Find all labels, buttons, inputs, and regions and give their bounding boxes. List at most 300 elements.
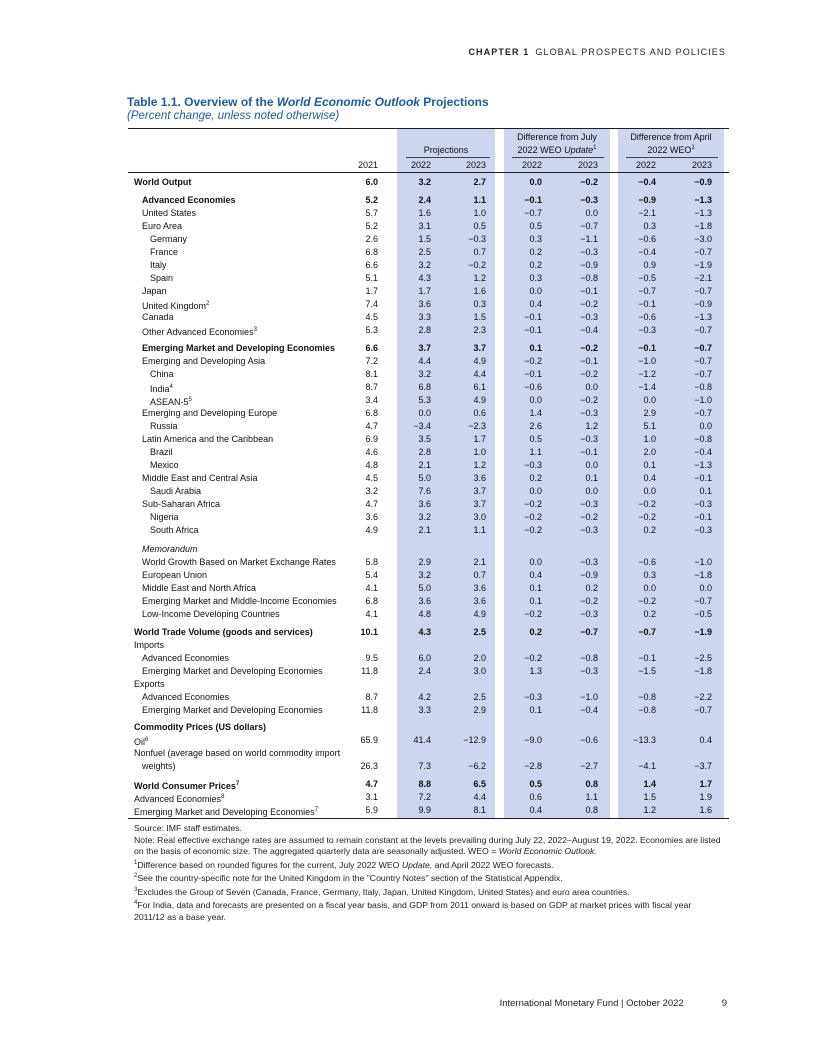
cell-value: −1.0 bbox=[638, 356, 656, 366]
cell-value: 0.3 bbox=[643, 221, 656, 231]
cell-value: 0.3 bbox=[529, 273, 542, 283]
general-note: Note: Real effective exchange rates are assumed to remain constant at the levels prevailing during July 22, 2022–August 19, 2022. Economies are listed on the basis of economic size. The aggregated quarterly data are seasonally adjusted. WEO = World Economic Outlook. bbox=[134, 834, 721, 857]
cell-value: 0.0 bbox=[699, 421, 712, 431]
cell-value: 8.1 bbox=[473, 805, 486, 815]
cell-value: −1.1 bbox=[580, 234, 598, 244]
cell-value: −0.3 bbox=[638, 325, 656, 335]
cell-value: 1.6 bbox=[473, 286, 486, 296]
cell-value: 1.2 bbox=[473, 460, 486, 470]
cell-value: 4.1 bbox=[365, 609, 378, 619]
row-label: Emerging and Developing Asia bbox=[142, 356, 266, 366]
cell-value: 3.4 bbox=[365, 395, 378, 405]
april-heading: Difference from April 2022 WEO$^1$ bbox=[630, 132, 712, 155]
cell-value: −0.9 bbox=[580, 260, 598, 270]
row-label: Advanced Economies$^8$ bbox=[134, 794, 225, 804]
row-label: Commodity Prices (US dollars) bbox=[134, 722, 267, 732]
cell-value: 3.6 bbox=[473, 473, 486, 483]
cell-value: −0.2 bbox=[468, 260, 486, 270]
cell-value: 11.8 bbox=[361, 666, 378, 676]
cell-value: 11.8 bbox=[361, 705, 378, 715]
cell-value: −2.2 bbox=[694, 692, 712, 702]
cell-value: 0.5 bbox=[529, 221, 542, 231]
cell-value: 6.8 bbox=[365, 247, 378, 257]
cell-value: −1.8 bbox=[694, 570, 712, 580]
table-row bbox=[0, 543, 816, 556]
cell-value: 4.3 bbox=[418, 627, 431, 637]
cell-value: −0.1 bbox=[524, 325, 542, 335]
cell-value: 3.6 bbox=[473, 583, 486, 593]
cell-value: 2.6 bbox=[365, 234, 378, 244]
cell-value: 1.3 bbox=[529, 666, 542, 676]
cell-value: −0.7 bbox=[694, 325, 712, 335]
cell-value: 0.6 bbox=[529, 792, 542, 802]
row-label: South Africa bbox=[150, 525, 199, 535]
cell-value: −1.5 bbox=[638, 666, 656, 676]
cell-value: −0.2 bbox=[524, 356, 542, 366]
table-row bbox=[0, 194, 816, 207]
row-label: Mexico bbox=[150, 460, 179, 470]
row-label: Italy bbox=[150, 260, 167, 270]
cell-value: 7.6 bbox=[418, 486, 431, 496]
running-header bbox=[468, 47, 726, 57]
cell-value: −0.2 bbox=[524, 512, 542, 522]
cell-value: 6.1 bbox=[473, 382, 486, 392]
table-row bbox=[0, 652, 816, 665]
cell-value: −0.7 bbox=[694, 286, 712, 296]
cell-value: 7.2 bbox=[365, 356, 378, 366]
cell-value: −0.7 bbox=[694, 247, 712, 257]
cell-value: 1.7 bbox=[699, 779, 712, 789]
top-rule bbox=[128, 128, 729, 129]
cell-value: 1.2 bbox=[585, 421, 598, 431]
cell-value: 1.6 bbox=[418, 208, 431, 218]
cell-value: 65.9 bbox=[360, 735, 378, 745]
year-heading: 2023 bbox=[465, 160, 486, 170]
cell-value: −0.3 bbox=[468, 234, 486, 244]
cell-value: −1.0 bbox=[694, 395, 712, 405]
cell-value: −0.2 bbox=[638, 499, 656, 509]
row-label: Japan bbox=[142, 286, 167, 296]
cell-value: 5.4 bbox=[365, 570, 378, 580]
row-label: World Trade Volume (goods and services) bbox=[134, 627, 313, 637]
cell-value: 2.9 bbox=[473, 705, 486, 715]
cell-value: 3.7 bbox=[473, 486, 486, 496]
cell-value: 0.5 bbox=[473, 221, 486, 231]
cell-value: 3.3 bbox=[418, 312, 431, 322]
row-label: Canada bbox=[142, 312, 174, 322]
table-row bbox=[0, 407, 816, 420]
cell-value: −0.7 bbox=[694, 705, 712, 715]
cell-value: −2.1 bbox=[638, 208, 656, 218]
cell-value: 8.1 bbox=[365, 369, 378, 379]
cell-value: −0.9 bbox=[580, 570, 598, 580]
cell-value: 4.9 bbox=[365, 525, 378, 535]
cell-value: 5.9 bbox=[365, 805, 378, 815]
table-row bbox=[0, 259, 816, 272]
cell-value: −1.3 bbox=[694, 312, 712, 322]
cell-value: 1.0 bbox=[473, 447, 486, 457]
row-label: United Kingdom$^2$ bbox=[142, 301, 210, 311]
cell-value: −0.2 bbox=[580, 512, 598, 522]
cell-value: 4.3 bbox=[418, 273, 431, 283]
cell-value: 1.6 bbox=[699, 805, 712, 815]
cell-value: 1.0 bbox=[473, 208, 486, 218]
cell-value: 0.1 bbox=[699, 486, 712, 496]
table-title: Table 1.1. Overview of the World Economic Outlook Projections bbox=[127, 95, 489, 109]
cell-value: 0.0 bbox=[529, 177, 542, 187]
cell-value: −0.7 bbox=[638, 286, 656, 296]
cell-value: −0.6 bbox=[524, 382, 542, 392]
projections-heading: Projections bbox=[423, 145, 469, 155]
cell-value: 6.6 bbox=[365, 343, 378, 353]
table-row bbox=[0, 355, 816, 368]
cell-value: −0.2 bbox=[524, 609, 542, 619]
table-row bbox=[0, 285, 816, 298]
cell-value: −2.8 bbox=[524, 761, 542, 771]
table-row bbox=[0, 626, 816, 639]
cell-value: −0.2 bbox=[638, 512, 656, 522]
cell-value: 0.0 bbox=[643, 583, 656, 593]
cell-value: 0.1 bbox=[529, 705, 542, 715]
row-label: Brazil bbox=[150, 447, 173, 457]
row-label: ASEAN-$5^5$ bbox=[150, 397, 192, 407]
cell-value: 2.6 bbox=[529, 421, 542, 431]
cell-value: −0.6 bbox=[638, 234, 656, 244]
cell-value: 2.4 bbox=[418, 666, 431, 676]
cell-value: 3.6 bbox=[365, 512, 378, 522]
table-row bbox=[0, 220, 816, 233]
cell-value: 2.0 bbox=[643, 447, 656, 457]
table-row bbox=[0, 556, 816, 569]
cell-value: −3.0 bbox=[694, 234, 712, 244]
cell-value: −0.1 bbox=[694, 473, 712, 483]
projections-underline bbox=[406, 157, 490, 158]
row-label: China bbox=[150, 369, 174, 379]
row-label: United States bbox=[142, 208, 197, 218]
header-rule bbox=[128, 172, 729, 173]
cell-value: −0.7 bbox=[638, 627, 656, 637]
cell-value: 0.4 bbox=[529, 299, 542, 309]
row-label: Emerging Market and Developing Economies bbox=[142, 343, 336, 353]
cell-value: −0.1 bbox=[638, 653, 656, 663]
year-heading: 2023 bbox=[691, 160, 712, 170]
source-note: Source: IMF staff estimates. bbox=[134, 823, 242, 833]
table-row bbox=[0, 804, 816, 817]
cell-value: −0.7 bbox=[694, 369, 712, 379]
cell-value: 0.7 bbox=[473, 570, 486, 580]
cell-value: −0.3 bbox=[580, 195, 598, 205]
cell-value: −0.2 bbox=[580, 177, 598, 187]
cell-value: 4.2 bbox=[418, 692, 431, 702]
cell-value: −3.7 bbox=[694, 761, 712, 771]
cell-value: 3.2 bbox=[365, 486, 378, 496]
cell-value: 0.4 bbox=[529, 805, 542, 815]
cell-value: 1.5 bbox=[643, 792, 656, 802]
cell-value: 0.2 bbox=[529, 627, 542, 637]
row-label: Imports bbox=[134, 640, 165, 650]
cell-value: −0.1 bbox=[638, 343, 656, 353]
table-row bbox=[0, 791, 816, 804]
cell-value: 3.2 bbox=[418, 512, 431, 522]
row-label: European Union bbox=[142, 570, 208, 580]
cell-value: −0.7 bbox=[694, 343, 712, 353]
cell-value: −0.3 bbox=[580, 247, 598, 257]
cell-value: −1.4 bbox=[638, 382, 656, 392]
cell-value: 0.4 bbox=[699, 735, 712, 745]
cell-value: −0.7 bbox=[694, 596, 712, 606]
cell-value: −0.2 bbox=[580, 596, 598, 606]
cell-value: 3.0 bbox=[473, 512, 486, 522]
footnote-1: $^1$Difference based on rounded figures for the current, July 2022 WEO Update, and April 2022 WEO forecasts. bbox=[134, 859, 554, 870]
year-heading: 2021 bbox=[357, 160, 378, 170]
cell-value: 3.7 bbox=[418, 343, 431, 353]
cell-value: −0.3 bbox=[580, 408, 598, 418]
cell-value: −0.2 bbox=[524, 653, 542, 663]
cell-value: 3.1 bbox=[418, 221, 431, 231]
table-row bbox=[0, 298, 816, 311]
row-label: World Output bbox=[134, 177, 192, 187]
cell-value: 0.0 bbox=[643, 395, 656, 405]
cell-value: 1.2 bbox=[643, 805, 656, 815]
cell-value: −0.6 bbox=[638, 557, 656, 567]
cell-value: −0.9 bbox=[694, 177, 712, 187]
cell-value: 0.2 bbox=[529, 247, 542, 257]
table-row bbox=[0, 368, 816, 381]
cell-value: 2.5 bbox=[418, 247, 431, 257]
table-row bbox=[0, 381, 816, 394]
cell-value: 4.9 bbox=[473, 609, 486, 619]
cell-value: −0.3 bbox=[694, 499, 712, 509]
cell-value: 0.1 bbox=[529, 583, 542, 593]
cell-value: 0.0 bbox=[699, 583, 712, 593]
table-row bbox=[0, 233, 816, 246]
page-number: 9 bbox=[721, 998, 727, 1009]
row-label: World Growth Based on Market Exchange Rates bbox=[142, 557, 336, 567]
row-label: Low-Income Developing Countries bbox=[142, 609, 280, 619]
cell-value: −0.7 bbox=[694, 408, 712, 418]
table-row bbox=[0, 747, 816, 760]
cell-value: −0.8 bbox=[694, 434, 712, 444]
cell-value: −2.5 bbox=[694, 653, 712, 663]
footnote-4: $^4$For India, data and forecasts are presented on a fiscal year basis, and GDP from 2011 onward is based on GDP at market prices with fiscal year 2011/12 as a base year. bbox=[134, 900, 692, 922]
cell-value: −0.9 bbox=[638, 195, 656, 205]
cell-value: 6.0 bbox=[365, 177, 378, 187]
cell-value: −0.3 bbox=[580, 499, 598, 509]
chapter-label: CHAPTER 1 bbox=[468, 47, 530, 57]
table-row bbox=[0, 734, 816, 747]
year-heading: 2022 bbox=[635, 160, 656, 170]
cell-value: 8.8 bbox=[418, 779, 431, 789]
cell-value: 1.2 bbox=[473, 273, 486, 283]
row-label: Middle East and Central Asia bbox=[142, 473, 258, 483]
cell-value: 9.5 bbox=[365, 653, 378, 663]
cell-value: −0.9 bbox=[694, 299, 712, 309]
page-footer bbox=[500, 998, 727, 1009]
cell-value: −0.2 bbox=[580, 299, 598, 309]
cell-value: 1.1 bbox=[585, 792, 598, 802]
cell-value: 4.8 bbox=[418, 609, 431, 619]
cell-value: 0.0 bbox=[585, 460, 598, 470]
cell-value: 4.6 bbox=[365, 447, 378, 457]
cell-value: −1.8 bbox=[694, 666, 712, 676]
cell-value: −0.8 bbox=[638, 692, 656, 702]
row-label: Latin America and the Caribbean bbox=[142, 434, 274, 444]
cell-value: 0.0 bbox=[418, 408, 431, 418]
cell-value: 7.4 bbox=[365, 299, 378, 309]
cell-value: 5.2 bbox=[365, 221, 378, 231]
cell-value: 5.8 bbox=[365, 557, 378, 567]
cell-value: 2.5 bbox=[473, 692, 486, 702]
cell-value: −0.4 bbox=[638, 177, 656, 187]
table-row bbox=[0, 582, 816, 595]
cell-value: −0.3 bbox=[694, 525, 712, 535]
row-label: Oil$^6$ bbox=[134, 737, 149, 747]
cell-value: −1.9 bbox=[694, 627, 712, 637]
cell-value: 2.4 bbox=[418, 195, 431, 205]
cell-value: 6.9 bbox=[365, 434, 378, 444]
cell-value: −0.8 bbox=[638, 705, 656, 715]
cell-value: 5.0 bbox=[418, 473, 431, 483]
table-row bbox=[0, 485, 816, 498]
row-label: Euro Area bbox=[142, 221, 183, 231]
cell-value: 7.3 bbox=[418, 761, 431, 771]
cell-value: −0.3 bbox=[580, 525, 598, 535]
row-label: Russia bbox=[150, 421, 178, 431]
cell-value: 9.9 bbox=[418, 805, 431, 815]
cell-value: 3.2 bbox=[418, 369, 431, 379]
cell-value: −0.3 bbox=[580, 312, 598, 322]
cell-value: 0.0 bbox=[529, 395, 542, 405]
cell-value: 0.1 bbox=[529, 343, 542, 353]
row-label: Emerging Market and Developing Economies bbox=[142, 666, 323, 676]
cell-value: 3.0 bbox=[473, 666, 486, 676]
cell-value: −0.1 bbox=[580, 356, 598, 366]
table-row bbox=[0, 704, 816, 717]
cell-value: 3.5 bbox=[418, 434, 431, 444]
year-heading: 2022 bbox=[521, 160, 542, 170]
table-row bbox=[0, 420, 816, 433]
cell-value: 6.8 bbox=[365, 596, 378, 606]
table-subtitle: (Percent change, unless noted otherwise) bbox=[127, 110, 340, 122]
cell-value: 1.1 bbox=[473, 525, 486, 535]
cell-value: 0.0 bbox=[643, 486, 656, 496]
cell-value: −4.1 bbox=[638, 761, 656, 771]
cell-value: −0.7 bbox=[694, 356, 712, 366]
cell-value: 6.0 bbox=[418, 653, 431, 663]
cell-value: −1.3 bbox=[694, 208, 712, 218]
cell-value: −0.1 bbox=[580, 447, 598, 457]
cell-value: −0.2 bbox=[524, 525, 542, 535]
cell-value: 0.0 bbox=[529, 286, 542, 296]
cell-value: 4.7 bbox=[365, 779, 378, 789]
cell-value: 6.5 bbox=[473, 779, 486, 789]
table-row bbox=[0, 678, 816, 691]
cell-value: 2.8 bbox=[418, 325, 431, 335]
table-row bbox=[0, 511, 816, 524]
cell-value: −0.3 bbox=[580, 557, 598, 567]
cell-value: 1.1 bbox=[529, 447, 542, 457]
cell-value: −12.9 bbox=[463, 735, 486, 745]
cell-value: 8.7 bbox=[365, 382, 378, 392]
cell-value: −0.3 bbox=[580, 434, 598, 444]
cell-value: 3.2 bbox=[418, 260, 431, 270]
row-label: Spain bbox=[150, 273, 174, 283]
cell-value: 0.2 bbox=[585, 583, 598, 593]
cell-value: −2.3 bbox=[468, 421, 486, 431]
cell-value: −1.9 bbox=[694, 260, 712, 270]
table-row bbox=[0, 691, 816, 704]
cell-value: 0.9 bbox=[643, 260, 656, 270]
cell-value: −0.5 bbox=[638, 273, 656, 283]
cell-value: 0.2 bbox=[529, 260, 542, 270]
cell-value: 0.1 bbox=[529, 596, 542, 606]
table-row bbox=[0, 207, 816, 220]
table-row bbox=[0, 324, 816, 337]
cell-value: −1.3 bbox=[694, 460, 712, 470]
cell-value: 0.7 bbox=[473, 247, 486, 257]
cell-value: 0.2 bbox=[643, 525, 656, 535]
cell-value: 5.1 bbox=[365, 273, 378, 283]
cell-value: 0.4 bbox=[529, 570, 542, 580]
cell-value: −0.2 bbox=[524, 499, 542, 509]
table-row bbox=[0, 272, 816, 285]
cell-value: −2.1 bbox=[694, 273, 712, 283]
cell-value: −0.8 bbox=[580, 653, 598, 663]
cell-value: −1.0 bbox=[694, 557, 712, 567]
cell-value: 3.2 bbox=[418, 570, 431, 580]
cell-value: 5.3 bbox=[418, 395, 431, 405]
cell-value: 6.8 bbox=[418, 382, 431, 392]
cell-value: 1.5 bbox=[418, 234, 431, 244]
table-row bbox=[0, 311, 816, 324]
cell-value: 1.0 bbox=[643, 434, 656, 444]
cell-value: −0.4 bbox=[694, 447, 712, 457]
table-row bbox=[0, 639, 816, 652]
cell-value: −0.1 bbox=[694, 512, 712, 522]
cell-value: 0.4 bbox=[643, 473, 656, 483]
table-row bbox=[0, 778, 816, 791]
cell-value: 5.0 bbox=[418, 583, 431, 593]
cell-value: 3.7 bbox=[473, 499, 486, 509]
cell-value: −0.7 bbox=[580, 627, 598, 637]
cell-value: 0.3 bbox=[529, 234, 542, 244]
table-row bbox=[0, 760, 816, 773]
cell-value: 2.0 bbox=[473, 653, 486, 663]
footnote-3: $^3$Excludes the Group of Seven (Canada, France, Germany, Italy, Japan, United Kingdom, United States) and euro area countries. bbox=[134, 886, 630, 897]
cell-value: 1.4 bbox=[643, 779, 656, 789]
table-row bbox=[0, 665, 816, 678]
table-row bbox=[0, 498, 816, 511]
row-label: Middle East and North Africa bbox=[142, 583, 257, 593]
row-label: Emerging Market and Developing Economies bbox=[142, 705, 323, 715]
cell-value: 0.1 bbox=[643, 460, 656, 470]
cell-value: 4.5 bbox=[365, 473, 378, 483]
july-underline bbox=[512, 157, 604, 158]
cell-value: 5.7 bbox=[365, 208, 378, 218]
table-notes bbox=[134, 823, 724, 923]
row-label: weights) bbox=[142, 761, 176, 771]
cell-value: 0.1 bbox=[585, 473, 598, 483]
cell-value: −0.8 bbox=[580, 273, 598, 283]
cell-value: −9.0 bbox=[524, 735, 542, 745]
cell-value: 7.2 bbox=[418, 792, 431, 802]
cell-value: 6.6 bbox=[365, 260, 378, 270]
cell-value: −0.2 bbox=[580, 395, 598, 405]
cell-value: 0.6 bbox=[473, 408, 486, 418]
cell-value: −3.4 bbox=[413, 421, 431, 431]
cell-value: −0.1 bbox=[580, 286, 598, 296]
cell-value: 3.6 bbox=[418, 499, 431, 509]
